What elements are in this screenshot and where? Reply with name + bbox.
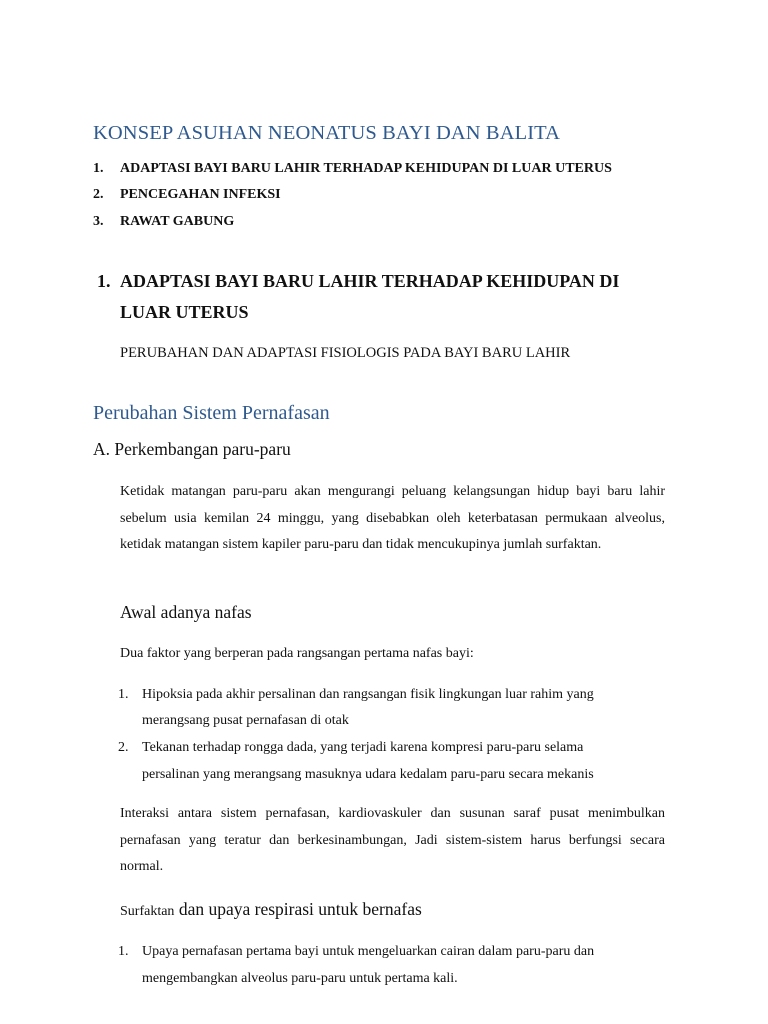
list2-item-1-line1: Upaya pernafasan pertama bayi untuk mengeluarkan cairan dalam paru-paru dan [142,944,595,959]
heading-surfactant-rest: dan upaya respirasi untuk bernafas [174,899,422,919]
heading-first-breath: Awal adanya nafas [120,602,252,622]
section-title-respiratory: Perubahan Sistem Pernafasan [93,402,330,424]
toc-item-2-text: PENCEGAHAN INFEKSI [120,187,281,202]
toc-item-1-number: 1. [93,161,104,176]
section-heading-1-number: 1. [97,271,111,291]
list-item-2-number: 2. [118,740,129,755]
document-title: KONSEP ASUHAN NEONATUS BAYI DAN BALITA [93,122,561,144]
list-item-2-line1: Tekanan terhadap rongga dada, yang terjadi karena kompresi paru-paru selama [142,740,584,755]
toc-item-1-text: ADAPTASI BAYI BARU LAHIR TERHADAP KEHIDUPAN DI LUAR UTERUS [120,161,612,176]
list2-item-1-number: 1. [118,944,129,959]
heading-surfactant [120,899,422,920]
toc-item-2-number: 2. [93,187,104,202]
toc-item-3-text: RAWAT GABUNG [120,214,235,229]
paragraph-two-factors: Dua faktor yang berperan pada rangsangan pertama nafas bayi: [120,646,474,661]
list-item-1-line2: merangsang pusat pernafasan di otak [142,713,349,728]
list-item-1-number: 1. [118,687,129,702]
toc-item-3-number: 3. [93,214,104,229]
list-item-1-line1: Hipoksia pada akhir persalinan dan rangsangan fisik lingkungan luar rahim yang [142,687,594,702]
subsection-a-heading: A. Perkembangan paru-paru [93,439,291,459]
paragraph-interaction: Interaksi antara sistem pernafasan, kardiovaskuler dan susunan saraf pusat menimbulkan pernafasan yang teratur dan berkesinambungan, Jadi sistem-sistem harus berfungsi secara normal. [120,806,665,875]
section-heading-1-line2: LUAR UTERUS [120,302,249,322]
list-item-2-line2: persalinan yang merangsang masuknya udara kedalam paru-paru secara mekanis [142,767,594,782]
heading-surfactant-word: Surfaktan [120,904,175,919]
paragraph-lung-immaturity: Ketidak matangan paru-paru akan mengurangi peluang kelangsungan hidup bayi baru lahir sebelum usia kemilan 24 minggu, yang disebabkan oleh keterbatasan permukaan alveolus, ketidak matangan sistem kapiler paru-paru dan tidak mencukupinya jumlah surfaktan. [120,484,665,553]
subheading-physiological-changes: PERUBAHAN DAN ADAPTASI FISIOLOGIS PADA BAYI BARU LAHIR [120,345,571,361]
section-heading-1-line1: ADAPTASI BAYI BARU LAHIR TERHADAP KEHIDUPAN DI [120,271,620,291]
list2-item-1-line2: mengembangkan alveolus paru-paru untuk pertama kali. [142,971,458,986]
